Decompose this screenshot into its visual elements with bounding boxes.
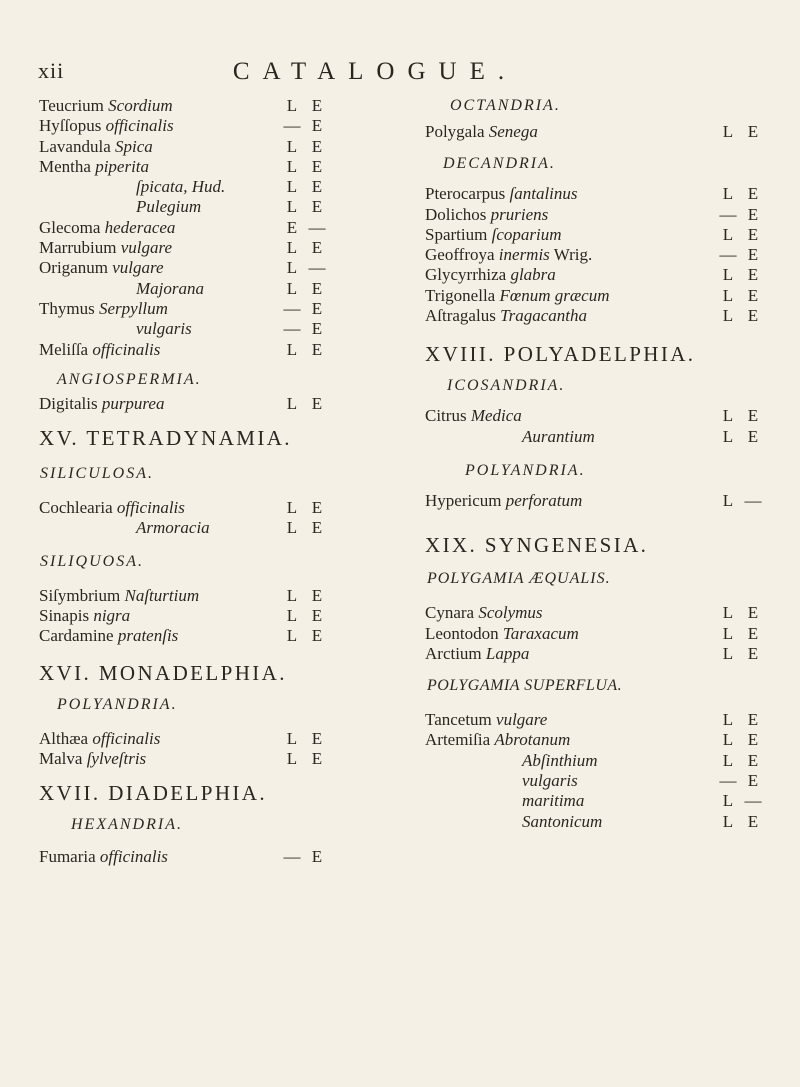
pharmacopoeia-mark-second: E <box>747 603 759 623</box>
genus-name: Polygala <box>425 122 485 141</box>
genus-name: Digitalis <box>39 393 98 413</box>
genus-name: Cochlearia <box>39 498 113 518</box>
catalogue-entry <box>39 319 377 339</box>
species-epithet: perforatum <box>505 490 583 510</box>
catalogue-entry <box>39 749 377 769</box>
plant-name <box>425 245 592 265</box>
genus-name: Lavandula <box>39 136 111 156</box>
genus-name: Marrubium <box>39 238 117 258</box>
folio-page-number: xii <box>38 58 65 83</box>
authority: Wrig. <box>553 245 593 265</box>
species-epithet: vulgaris <box>136 319 192 339</box>
catalogue-entry <box>425 491 760 511</box>
genus-name: Glecoma <box>39 217 101 237</box>
catalogue-entry <box>39 137 377 157</box>
catalogue-entry <box>39 394 377 414</box>
pharmacopoeia-mark-first: L <box>286 177 298 197</box>
pharmacopoeia-mark-second: E <box>747 184 759 204</box>
pharmacopoeia-mark-second: E <box>747 811 759 831</box>
catalogue-entry <box>425 751 760 771</box>
catalogue-entry <box>39 218 377 238</box>
plant-name <box>425 286 610 306</box>
subheading-siliculosa: SILICULOSA. <box>40 465 155 483</box>
subheading-polygamia-superflua: POLYGAMIA SUPERFLUA. <box>427 677 623 695</box>
genus-name: Thymus <box>39 298 95 318</box>
pharmacopoeia-mark-first: L <box>286 606 298 626</box>
genus-name: Glycyrrhiza <box>425 265 507 285</box>
pharmacopoeia-mark-second: E <box>311 748 323 768</box>
plant-name <box>425 624 579 644</box>
species-epithet: glabra <box>510 265 556 285</box>
pharmacopoeia-mark-second: E <box>747 426 759 446</box>
aequalis-list <box>425 603 760 664</box>
pharmacopoeia-mark-second: E <box>311 339 323 359</box>
pharmacopoeia-mark-first: — <box>283 847 301 867</box>
genus-name: Trigonella <box>425 285 496 305</box>
species-epithet: vulgare <box>496 710 548 730</box>
pharmacopoeia-mark-first: L <box>722 710 734 730</box>
catalogue-entry <box>39 299 377 319</box>
species-epithet: ſantalinus <box>509 184 578 204</box>
genus-name: Tancetum <box>425 710 492 730</box>
plant-name <box>39 729 160 749</box>
siliculosa-list <box>39 498 377 539</box>
catalogue-entry <box>39 197 377 217</box>
plant-name <box>39 394 164 414</box>
pharmacopoeia-mark-second: — <box>744 490 762 510</box>
genus-name: Artemiſia <box>425 730 491 750</box>
pharmacopoeia-mark-second: — <box>308 217 326 237</box>
plant-name <box>39 197 201 217</box>
species-epithet: Naſturtium <box>124 585 200 605</box>
catalogue-entry <box>425 730 760 750</box>
catalogue-entry <box>425 205 760 225</box>
catalogue-entry <box>39 606 377 626</box>
right-column <box>425 96 760 832</box>
plant-name <box>425 205 548 225</box>
pharmacopoeia-mark-first: L <box>722 623 734 643</box>
pharmacopoeia-mark-second: E <box>311 156 323 176</box>
species-epithet: piperita <box>95 156 150 176</box>
pharmacopoeia-mark-second: E <box>747 204 759 224</box>
subheading-polygamia-aequalis: POLYGAMIA ÆQUALIS. <box>427 570 611 588</box>
catalogue-entry <box>425 624 760 644</box>
pharmacopoeia-mark-second: E <box>747 245 759 265</box>
catalogue-entry <box>425 245 760 265</box>
pharmacopoeia-mark-second: — <box>308 258 326 278</box>
plant-name <box>425 751 598 771</box>
pharmacopoeia-mark-first: — <box>283 298 301 318</box>
pharmacopoeia-mark-second: E <box>311 518 323 538</box>
subheading-hexandria: HEXANDRIA. <box>71 816 183 834</box>
subheading-decandria: DECANDRIA. <box>443 155 556 173</box>
plant-name <box>425 491 582 511</box>
pharmacopoeia-mark-second: E <box>747 306 759 326</box>
pharmacopoeia-mark-second: E <box>311 393 323 413</box>
species-epithet: pratenſis <box>117 626 179 646</box>
pharmacopoeia-mark-second: E <box>311 585 323 605</box>
species-epithet: Armoracia <box>136 518 210 538</box>
genus-name: Fumaria <box>39 847 96 867</box>
pharmacopoeia-mark-first: L <box>722 122 734 141</box>
catalogue-entry <box>39 498 377 518</box>
subheading-angiospermia: ANGIOSPERMIA. <box>57 370 202 388</box>
plant-name <box>39 518 210 538</box>
species-epithet: ſpicata, Hud. <box>136 177 226 197</box>
catalogue-entry <box>425 265 760 285</box>
species-epithet: Tragacantha <box>500 306 587 326</box>
plant-name <box>39 279 204 299</box>
plant-name <box>425 812 602 832</box>
genus-name: Pterocarpus <box>425 184 506 204</box>
pharmacopoeia-mark-first: — <box>283 319 301 339</box>
angiospermia-list <box>39 394 377 414</box>
genus-name: Geoffroya <box>425 245 495 265</box>
pharmacopoeia-mark-first: L <box>286 238 298 258</box>
species-epithet: nigra <box>93 606 131 626</box>
pharmacopoeia-mark-second: E <box>747 750 759 770</box>
catalogue-entry <box>425 427 760 447</box>
species-epithet: Fœnum græcum <box>499 285 610 305</box>
running-title: CATALOGUE. <box>232 58 518 85</box>
siliquosa-list <box>39 586 377 647</box>
species-epithet: officinalis <box>116 498 185 518</box>
pharmacopoeia-mark-first: L <box>286 498 298 518</box>
page-header <box>0 58 800 98</box>
pharmacopoeia-mark-second: E <box>311 298 323 318</box>
species-epithet: hederacea <box>104 217 176 237</box>
pharmacopoeia-mark-first: L <box>286 518 298 538</box>
genus-name: Hyſſopus <box>39 116 102 136</box>
catalogue-entry <box>39 96 377 116</box>
genus-name: Teucrium <box>39 96 104 115</box>
plant-name <box>39 238 172 258</box>
catalogue-entry <box>39 279 377 299</box>
catalogue-entry <box>425 644 760 664</box>
pharmacopoeia-mark-second: E <box>311 278 323 298</box>
class-heading-xv: XV. TETRADYNAMIA. <box>39 426 292 451</box>
catalogue-entry <box>425 406 760 426</box>
subheading-octandria: OCTANDRIA. <box>450 97 561 114</box>
plant-name <box>425 306 587 326</box>
subheading-polyandria-right: POLYANDRIA. <box>465 461 586 479</box>
species-epithet: Medica <box>470 406 522 426</box>
pharmacopoeia-mark-first: — <box>283 116 301 136</box>
pharmacopoeia-mark-first: — <box>719 245 737 265</box>
catalogue-entry <box>425 710 760 730</box>
pharmacopoeia-mark-first: L <box>722 643 734 663</box>
species-epithet: ſylveſtris <box>86 748 147 768</box>
pharmacopoeia-mark-second: E <box>747 224 759 244</box>
pharmacopoeia-mark-first: L <box>286 339 298 359</box>
genus-name: Sinapis <box>39 606 90 626</box>
plant-name <box>39 137 153 157</box>
pharmacopoeia-mark-first: L <box>722 811 734 831</box>
pharmacopoeia-mark-first: — <box>719 204 737 224</box>
genus-name: Mentha <box>39 156 91 176</box>
plant-name <box>39 498 185 518</box>
pharmacopoeia-mark-second: E <box>747 623 759 643</box>
pharmacopoeia-mark-second: E <box>311 136 323 156</box>
pharmacopoeia-mark-first: — <box>719 771 737 791</box>
genus-name: Origanum <box>39 258 108 278</box>
superflua-list <box>425 710 760 832</box>
polyadelphia-polyandria-list <box>425 491 760 511</box>
genus-name: Cardamine <box>39 626 114 646</box>
species-epithet: Taraxacum <box>502 623 579 643</box>
class-heading-xviii: XVIII. POLYADELPHIA. <box>425 342 696 367</box>
pharmacopoeia-mark-first: L <box>722 730 734 750</box>
catalogue-entry <box>39 847 377 867</box>
octandria-list <box>425 122 760 142</box>
plant-name <box>39 319 192 339</box>
pharmacopoeia-mark-first: L <box>722 791 734 811</box>
species-epithet: vulgare <box>112 258 164 278</box>
pharmacopoeia-mark-second: E <box>311 606 323 626</box>
catalogue-entry <box>39 626 377 646</box>
species-epithet: pruriens <box>490 204 549 224</box>
pharmacopoeia-mark-first: L <box>286 96 298 115</box>
genus-name: Meliſſa <box>39 339 89 359</box>
catalogue-entry <box>425 791 760 811</box>
monadelphia-polyandria-list <box>39 729 377 770</box>
pharmacopoeia-mark-first: L <box>286 393 298 413</box>
class-heading-xix: XIX. SYNGENESIA. <box>425 533 649 558</box>
species-epithet: Scolymus <box>478 603 543 623</box>
genus-name: Althæa <box>39 728 89 748</box>
subheading-polyandria: POLYANDRIA. <box>57 695 178 713</box>
pharmacopoeia-mark-second: E <box>311 197 323 217</box>
plant-name <box>39 606 130 626</box>
pharmacopoeia-mark-first: L <box>286 258 298 278</box>
plant-name <box>425 791 584 811</box>
pharmacopoeia-mark-first: L <box>722 603 734 623</box>
pharmacopoeia-mark-first: L <box>286 136 298 156</box>
pharmacopoeia-mark-second: E <box>747 710 759 730</box>
species-epithet: purpurea <box>101 393 165 413</box>
species-epithet: Abſinthium <box>522 750 598 770</box>
plant-name <box>425 225 561 245</box>
species-epithet: Santonicum <box>522 811 603 831</box>
species-epithet: vulgaris <box>522 771 578 791</box>
pharmacopoeia-mark-first: L <box>722 406 734 426</box>
plant-name <box>425 644 529 664</box>
species-epithet: officinalis <box>92 339 161 359</box>
catalogue-entry <box>39 518 377 538</box>
pharmacopoeia-mark-first: L <box>286 197 298 217</box>
species-epithet: Pulegium <box>136 197 202 217</box>
pharmacopoeia-mark-first: L <box>722 490 734 510</box>
pharmacopoeia-mark-second: E <box>747 265 759 285</box>
plant-name <box>39 626 178 646</box>
catalogue-entry <box>425 771 760 791</box>
genus-name: Cynara <box>425 603 475 623</box>
pharmacopoeia-mark-second: — <box>744 791 762 811</box>
pharmacopoeia-mark-second: E <box>311 847 323 867</box>
plant-name <box>39 586 199 606</box>
species-epithet: officinalis <box>105 116 174 136</box>
plant-name <box>39 258 164 278</box>
pharmacopoeia-mark-second: E <box>311 116 323 136</box>
pharmacopoeia-mark-first: L <box>722 224 734 244</box>
hexandria-list <box>39 847 377 867</box>
pharmacopoeia-mark-second: E <box>747 643 759 663</box>
catalogue-entry <box>39 177 377 197</box>
species-epithet: officinalis <box>99 847 168 867</box>
pharmacopoeia-mark-second: E <box>311 177 323 197</box>
pharmacopoeia-mark-second: E <box>311 626 323 646</box>
genus-name: Citrus <box>425 406 467 426</box>
pharmacopoeia-mark-first: L <box>286 748 298 768</box>
pharmacopoeia-mark-second: E <box>311 319 323 339</box>
catalogue-entry <box>39 340 377 360</box>
catalogue-entry <box>39 586 377 606</box>
genus-name: Spartium <box>425 224 488 244</box>
catalogue-entry <box>425 286 760 306</box>
pharmacopoeia-mark-first: L <box>286 728 298 748</box>
pharmacopoeia-mark-second: E <box>311 96 323 115</box>
pharmacopoeia-mark-second: E <box>311 238 323 258</box>
class-heading-xvi: XVI. MONADELPHIA. <box>39 660 287 685</box>
catalogue-entry <box>425 122 760 142</box>
species-epithet: vulgare <box>120 238 172 258</box>
species-epithet: Spica <box>115 136 153 156</box>
pharmacopoeia-mark-first: L <box>286 156 298 176</box>
catalogue-entry <box>39 116 377 136</box>
didynamia-list <box>39 96 377 360</box>
species-epithet: maritima <box>522 791 585 811</box>
species-epithet: Aurantium <box>522 426 595 446</box>
decandria-list <box>425 184 760 326</box>
pharmacopoeia-mark-first: L <box>722 285 734 305</box>
genus-name: Dolichos <box>425 204 487 224</box>
catalogue-entry <box>39 157 377 177</box>
genus-name: Arctium <box>425 643 482 663</box>
plant-name <box>425 122 538 142</box>
catalogue-entry <box>39 729 377 749</box>
plant-name <box>39 96 173 116</box>
pharmacopoeia-mark-second: E <box>747 730 759 750</box>
left-column <box>39 96 377 868</box>
species-epithet: Senega <box>488 122 538 141</box>
pharmacopoeia-mark-first: L <box>722 426 734 446</box>
species-epithet: Majorana <box>136 278 204 298</box>
pharmacopoeia-mark-first: L <box>722 265 734 285</box>
plant-name <box>39 177 225 197</box>
species-epithet: ſcoparium <box>491 224 562 244</box>
species-epithet: officinalis <box>92 728 161 748</box>
plant-name <box>425 710 547 730</box>
pharmacopoeia-mark-first: L <box>286 278 298 298</box>
pharmacopoeia-mark-second: E <box>747 771 759 791</box>
species-epithet: inermis <box>498 245 550 265</box>
catalogue-entry <box>425 306 760 326</box>
plant-name <box>425 730 570 750</box>
subheading-icosandria: ICOSANDRIA. <box>447 377 566 395</box>
plant-name <box>39 749 146 769</box>
plant-name <box>39 116 174 136</box>
plant-name <box>39 340 160 360</box>
species-epithet: Abrotanum <box>494 730 571 750</box>
pharmacopoeia-mark-second: E <box>311 728 323 748</box>
icosandria-list <box>425 406 760 447</box>
plant-name <box>425 184 578 204</box>
species-epithet: Scordium <box>108 96 173 115</box>
pharmacopoeia-mark-second: E <box>747 406 759 426</box>
pharmacopoeia-mark-first: L <box>722 750 734 770</box>
species-epithet: Lappa <box>485 643 530 663</box>
genus-name: Siſymbrium <box>39 585 121 605</box>
catalogue-entry <box>425 812 760 832</box>
pharmacopoeia-mark-first: L <box>286 626 298 646</box>
plant-name <box>425 406 522 426</box>
plant-name <box>39 299 168 319</box>
plant-name <box>39 218 175 238</box>
genus-name: Hypericum <box>425 490 502 510</box>
pharmacopoeia-mark-first: L <box>722 184 734 204</box>
pharmacopoeia-mark-first: L <box>286 585 298 605</box>
class-heading-xvii: XVII. DIADELPHIA. <box>39 781 268 806</box>
genus-name: Leontodon <box>425 623 499 643</box>
catalogue-entry <box>39 258 377 278</box>
plant-name <box>425 265 556 285</box>
subheading-siliquosa: SILIQUOSA. <box>40 552 144 570</box>
plant-name <box>39 157 149 177</box>
plant-name <box>425 771 578 791</box>
plant-name <box>425 427 595 447</box>
pharmacopoeia-mark-second: E <box>747 285 759 305</box>
pharmacopoeia-mark-second: E <box>311 498 323 518</box>
catalogue-entry <box>425 603 760 623</box>
catalogue-entry <box>39 238 377 258</box>
genus-name: Malva <box>39 748 83 768</box>
catalogue-entry <box>425 184 760 204</box>
genus-name: Aſtragalus <box>425 306 496 326</box>
species-epithet: Serpyllum <box>98 298 168 318</box>
plant-name <box>39 847 168 867</box>
pharmacopoeia-mark-first: E <box>286 217 298 237</box>
pharmacopoeia-mark-first: L <box>722 306 734 326</box>
plant-name <box>425 603 543 623</box>
pharmacopoeia-mark-second: E <box>747 122 759 141</box>
catalogue-entry <box>425 225 760 245</box>
